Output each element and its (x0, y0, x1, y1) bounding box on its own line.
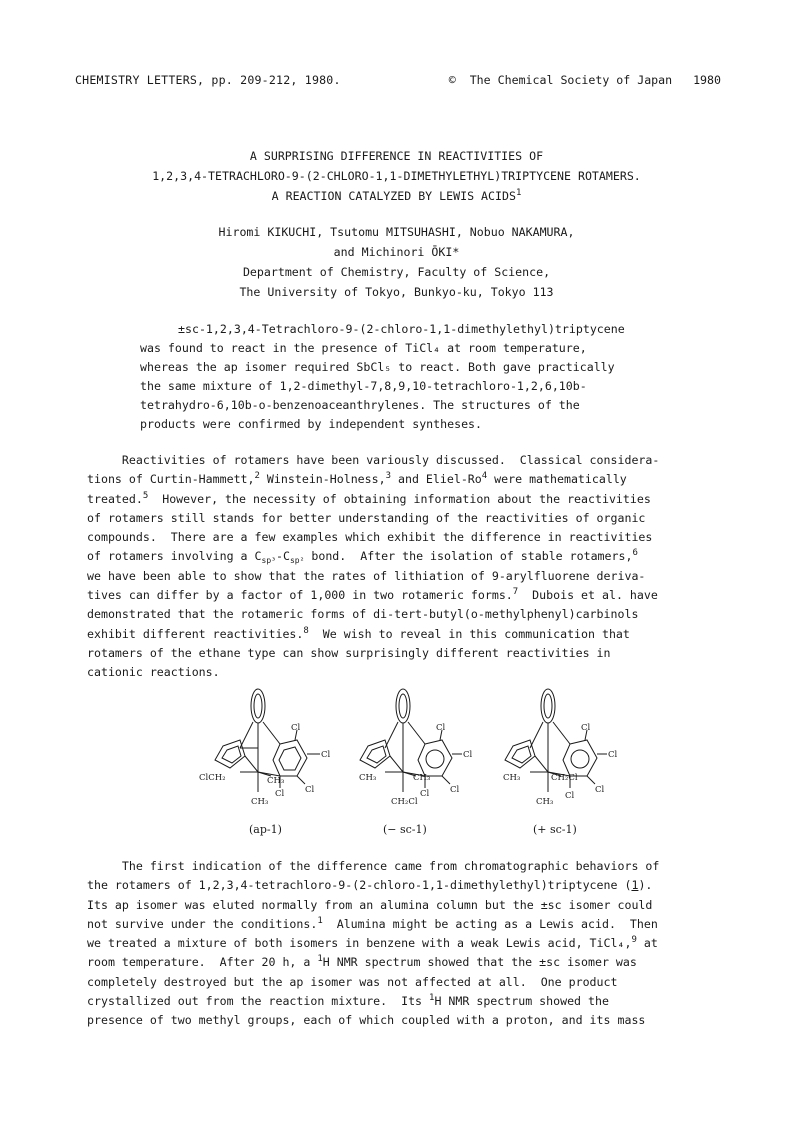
text-line: demonstrated that the rotameric forms of di-tert-butyl(o-methylphenyl)carbinols (87, 607, 639, 622)
atom-clch2: ClCH₂ (199, 773, 226, 783)
atom-cl: Cl (436, 723, 446, 733)
abstract-line: tetrahydro-6,10b-o-benzenoaceanthrylenes. The structures of the (140, 398, 580, 413)
text-line: The first indication of the difference came from chromatographic behaviors of (87, 859, 660, 873)
atom-cl: Cl (305, 785, 315, 795)
atom-cl: Cl (291, 723, 301, 733)
atom-cl: Cl (321, 750, 331, 760)
label-ap-1: (ap-1) (249, 823, 282, 836)
abstract (140, 320, 660, 435)
text-line: rotamers of the ethane type can show surprisingly different reactivities in (87, 645, 611, 660)
title-line-1: A SURPRISING DIFFERENCE IN REACTIVITIES OF (249, 149, 544, 163)
text-line: not survive under the conditions.$^1$ Alumina might be acting as a Lewis acid. Then (87, 915, 658, 931)
text-line: presence of two methyl groups, each of which coupled with a proton, and its mass (87, 1013, 646, 1028)
text-line: room temperature. After 20 h, a $^1$H NMR spectrum showed that the ±sc isomer was (87, 954, 637, 970)
text-line: Its ap isomer was eluted normally from an alumina column but the ±sc isomer could (87, 897, 653, 912)
author-block (0, 222, 793, 302)
atom-ch3: CH₃ (536, 797, 554, 807)
abstract-line: the same mixture of 1,2-dimethyl-7,8,9,10-tetrachloro-1,2,6,10b- (140, 379, 587, 394)
text-line: tives can differ by a factor of 1,000 in two rotameric forms.$^7$ Dubois et al. have (87, 587, 658, 603)
text-line: of rotamers still stands for better understanding of the reactivities of organic (87, 510, 646, 525)
text-line: treated.$^5$ However, the necessity of obtaining information about the reactivities (87, 490, 651, 506)
rotamer-structures-figure (185, 688, 635, 838)
title-line-2: 1,2,3,4-TETRACHLORO-9-(2-CHLORO-1,1-DIMETHYLETHYL)TRIPTYCENE ROTAMERS. (152, 169, 641, 183)
abstract-line: ±sc-1,2,3,4-Tetrachloro-9-(2-chloro-1,1-dimethylethyl)triptycene (178, 322, 625, 336)
paragraph-intro (87, 451, 712, 683)
label-plus-sc-1: (+ sc-1) (533, 823, 577, 836)
atom-cl: Cl (463, 750, 473, 760)
atom-ch2cl: CH₂Cl (391, 797, 418, 807)
atom-ch3: CH₃ (359, 773, 377, 783)
text-line: completely destroyed but the ap isomer was not affected at all. One product (87, 974, 618, 989)
text-line: the rotamers of 1,2,3,4-tetrachloro-9-(2-chloro-1,1-dimethylethyl)triptycene (1). (87, 878, 653, 893)
authors-line-1: Hiromi KIKUCHI, Tsutomu MITSUHASHI, Nobuo NAKAMURA, (218, 225, 575, 239)
text-line: of rotamers involving a $C_{sp^3}-C_{sp^2}$ bond. After the isolation of stable rotamers,$^6$ (87, 548, 638, 566)
footnote-ref: 1 (515, 188, 522, 198)
abstract-line: whereas the ap isomer required SbCl₅ to react. Both gave practically (140, 360, 615, 375)
atom-cl: Cl (420, 789, 430, 799)
atom-ch3: CH₃ (267, 776, 285, 786)
copyright-header: © The Chemical Society of Japan 1980 (448, 73, 721, 87)
text-line: compounds. There are a few examples which exhibit the difference in reactivities (87, 530, 653, 545)
text-line: we have been able to show that the rates of lithiation of 9-arylfluorene deriva- (87, 568, 646, 583)
atom-ch2cl: CH₂Cl (551, 773, 578, 783)
atom-cl: Cl (595, 785, 605, 795)
text-line: cationic reactions. (87, 665, 220, 680)
label-minus-sc-1: (− sc-1) (383, 823, 427, 836)
journal-header: CHEMISTRY LETTERS, pp. 209-212, 1980. (75, 73, 341, 87)
text-line: we treated a mixture of both isomers in benzene with a weak Lewis acid, TiCl₄,$^9$ at (87, 935, 658, 951)
text-line: exhibit different reactivities.$^8$ We wish to reveal in this communication that (87, 625, 630, 641)
atom-cl: Cl (275, 789, 285, 799)
atom-ch3: CH₃ (251, 797, 269, 807)
authors-line-2: and Michinori ŌKI* (333, 245, 460, 259)
text-line: Reactivities of rotamers have been variously discussed. Classical considera- (87, 453, 660, 467)
paragraph-results (87, 857, 712, 1031)
text-line: tions of Curtin-Hammett,$^2$ Winstein-Holness,$^3$ and Eliel-Ro$^4$ were mathematically (87, 471, 627, 487)
paper-title (0, 146, 793, 206)
atom-cl: Cl (581, 723, 591, 733)
title-line-3: A REACTION CATALYZED BY LEWIS ACIDS$^1$ (271, 188, 522, 203)
atom-cl: Cl (565, 791, 575, 801)
text-line: crystallized out from the reaction mixture. Its $^1$H NMR spectrum showed the (87, 993, 609, 1009)
atom-ch3: CH₃ (503, 773, 521, 783)
abstract-line: was found to react in the presence of TiCl₄ at room temperature, (140, 341, 587, 356)
affiliation-line-1: Department of Chemistry, Faculty of Science, (242, 265, 551, 279)
atom-cl: Cl (450, 785, 460, 795)
affiliation-line-2: The University of Tokyo, Bunkyo-ku, Tokyo 113 (239, 285, 554, 299)
abstract-line: products were confirmed by independent syntheses. (140, 417, 483, 432)
atom-cl: Cl (608, 750, 618, 760)
atom-ch3: CH₃ (413, 773, 431, 783)
